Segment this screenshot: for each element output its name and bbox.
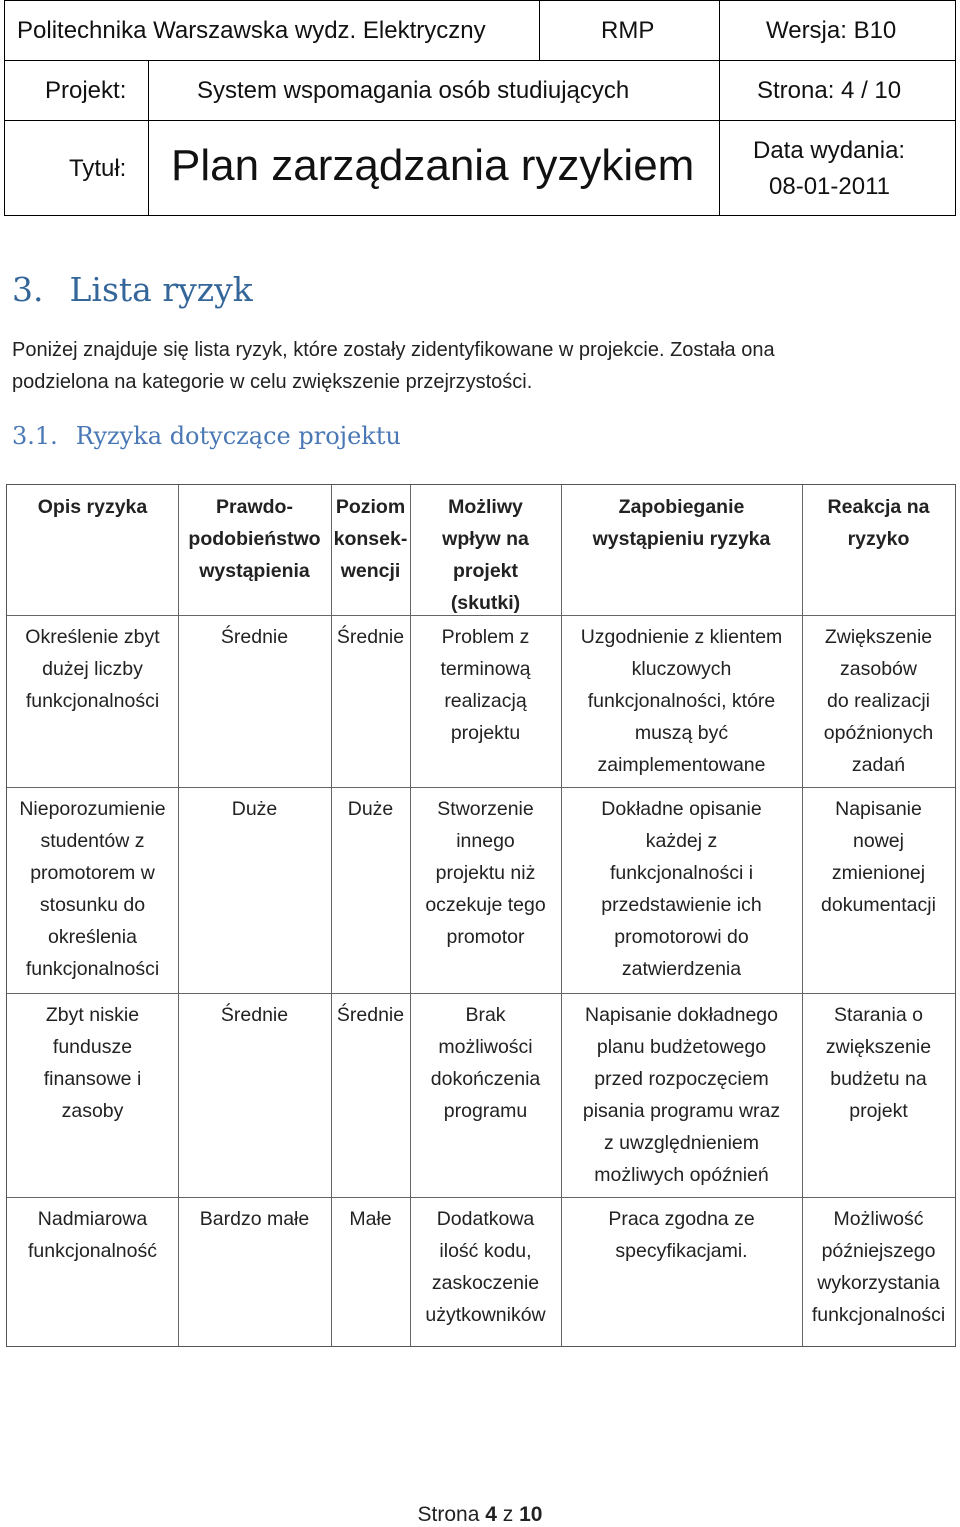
row-divider [7, 993, 955, 994]
cell-line: ryzyko [847, 528, 910, 550]
date-value: 08-01-2011 [769, 173, 890, 200]
cell-line: promotorowi do [614, 926, 749, 948]
cell-line: projektu [450, 722, 521, 744]
cell-line: Napisanie dokładnego [585, 1004, 778, 1026]
header-cell-impact [410, 491, 561, 619]
cell-line: oczekuje tego [425, 894, 546, 916]
cell-line: z uwzględnieniem [603, 1132, 759, 1154]
cell-prevention [561, 793, 802, 985]
cell-line: promotorem w [30, 862, 155, 884]
cell-line: Nadmiarowa [37, 1208, 148, 1230]
cell-line: Prawdo- [216, 496, 293, 518]
document-title: Plan zarządzania ryzykiem [171, 141, 695, 190]
institution-name: Politechnika Warszawska wydz. Elektryczny [17, 17, 486, 44]
cell-line: Starania o [834, 1004, 923, 1026]
intro-line: podzielona na kategorie w celu zwiększenie przejrzystości. [12, 371, 533, 393]
cell-impact [410, 793, 561, 953]
cell-line: możliwych opóźnień [594, 1164, 769, 1186]
cell-probability [178, 793, 331, 825]
cell-line: dokończenia [430, 1068, 541, 1090]
cell-line: Małe [349, 1208, 392, 1230]
divider [719, 121, 720, 215]
cell-line: studentów z [40, 830, 145, 852]
cell-line: Możliwy [448, 496, 523, 518]
cell-line: projekt [849, 1100, 908, 1122]
cell-line: nowej [853, 830, 904, 852]
subsection-title: Ryzyka dotyczące projektu [75, 422, 401, 450]
cell-line: Napisanie [835, 798, 922, 820]
cell-line: wystąpieniu ryzyka [592, 528, 771, 550]
cell-probability [178, 1203, 331, 1235]
cell-description [7, 793, 178, 985]
cell-line: dokumentacji [821, 894, 936, 916]
cell-line: Możliwość [833, 1208, 924, 1230]
cell-prevention [561, 1203, 802, 1267]
title-label: Tytuł: [69, 155, 127, 182]
header-cell-probability [178, 491, 331, 587]
cell-line: Praca zgodna ze [608, 1208, 755, 1230]
cell-line: konsek- [333, 528, 408, 550]
cell-line: planu budżetowego [596, 1036, 767, 1058]
version: Wersja: B10 [766, 17, 897, 44]
cell-line: zasobów [840, 658, 917, 680]
cell-line: Opis ryzyka [37, 496, 148, 518]
cell-line: zasoby [61, 1100, 124, 1122]
divider [539, 1, 540, 61]
cell-line: Stworzenie [437, 798, 534, 820]
section-title: Lista ryzyk [69, 270, 253, 309]
cell-line: wencji [340, 560, 401, 582]
divider [148, 61, 149, 121]
cell-reaction [802, 793, 955, 921]
subsection-heading [12, 422, 401, 450]
cell-description [7, 1203, 178, 1267]
cell-line: zatwierdzenia [621, 958, 742, 980]
cell-line: projektu niż [435, 862, 536, 884]
cell-line: każdej z [645, 830, 718, 852]
cell-line: funkcjonalności i [609, 862, 754, 884]
cell-prevention [561, 621, 802, 781]
cell-probability [178, 621, 331, 653]
cell-line: ilość kodu, [439, 1240, 532, 1262]
section-heading [12, 270, 253, 309]
cell-line: Reakcja na [827, 496, 930, 518]
cell-prevention [561, 999, 802, 1191]
cell-line: Dokładne opisanie [601, 798, 762, 820]
cell-line: (skutki) [450, 592, 521, 614]
cell-line: określenia [48, 926, 137, 948]
cell-line: realizacją [444, 690, 527, 712]
cell-line: funkcjonalność [28, 1240, 157, 1262]
header-cell-description [7, 491, 178, 523]
row-divider [7, 1197, 955, 1198]
risk-table [6, 484, 956, 1347]
footer-separator: z [502, 1503, 514, 1526]
cell-line: terminową [440, 658, 531, 680]
cell-line: przed rozpoczęciem [594, 1068, 769, 1090]
cell-line: przedstawienie ich [601, 894, 762, 916]
project-name: System wspomagania osób studiujących [197, 77, 630, 104]
document-header [4, 0, 956, 216]
cell-line: zadań [851, 754, 906, 776]
header-row-2 [5, 61, 955, 121]
cell-line: zaskoczenie [431, 1272, 540, 1294]
cell-impact [410, 999, 561, 1127]
cell-line: późniejszego [821, 1240, 936, 1262]
cell-impact [410, 621, 561, 749]
doc-code: RMP [601, 17, 655, 44]
cell-line: wpływ na [442, 528, 529, 550]
cell-line: Średnie [336, 626, 405, 648]
cell-line: funkcjonalności, które [587, 690, 776, 712]
cell-line: Problem z [441, 626, 530, 648]
cell-consequence [331, 621, 410, 653]
cell-probability [178, 999, 331, 1031]
page-footer [0, 1503, 960, 1527]
intro-line: Poniżej znajduje się lista ryzyk, które zostały zidentyfikowane w projekcie. Została ona [12, 339, 775, 361]
divider [719, 61, 720, 121]
footer-total-pages: 10 [519, 1503, 543, 1526]
footer-current-page: 4 [485, 1503, 497, 1526]
cell-line: fundusze [52, 1036, 133, 1058]
cell-line: Dodatkowa [436, 1208, 535, 1230]
cell-line: projekt [452, 560, 518, 582]
header-row-1 [5, 1, 955, 61]
cell-line: Określenie zbyt [25, 626, 160, 648]
cell-reaction [802, 621, 955, 781]
cell-line: wykorzystania [817, 1272, 940, 1294]
cell-line: Nieporozumienie [19, 798, 166, 820]
cell-line: Zwiększenie [824, 626, 933, 648]
cell-description [7, 621, 178, 717]
cell-line: funkcjonalności [25, 958, 160, 980]
cell-consequence [331, 999, 410, 1031]
cell-reaction [802, 999, 955, 1127]
cell-line: kluczowych [631, 658, 732, 680]
header-cell-consequence [331, 491, 410, 587]
subsection-number: 3.1. [12, 422, 58, 450]
cell-line: budżetu na [830, 1068, 927, 1090]
cell-line: Średnie [220, 626, 289, 648]
cell-line: Brak [465, 1004, 506, 1026]
section-intro [12, 334, 912, 398]
cell-line: Duże [347, 798, 394, 820]
cell-line: Średnie [220, 1004, 289, 1026]
cell-line: użytkowników [425, 1304, 546, 1326]
date-label: Data wydania: [753, 137, 906, 164]
cell-line: promotor [446, 926, 525, 948]
cell-consequence [331, 1203, 410, 1235]
cell-line: pisania programu wraz [582, 1100, 781, 1122]
cell-line: Poziom [335, 496, 406, 518]
divider [148, 121, 149, 215]
cell-line: zaimplementowane [597, 754, 766, 776]
cell-line: Zbyt niskie [45, 1004, 140, 1026]
cell-consequence [331, 793, 410, 825]
page-info: Strona: 4 / 10 [757, 77, 902, 104]
cell-line: innego [456, 830, 515, 852]
cell-line: stosunku do [39, 894, 146, 916]
footer-prefix: Strona [417, 1503, 480, 1526]
cell-line: zmienionej [831, 862, 926, 884]
cell-line: zwiększenie [825, 1036, 932, 1058]
cell-impact [410, 1203, 561, 1331]
cell-line: finansowe i [43, 1068, 142, 1090]
cell-line: muszą być [634, 722, 729, 744]
cell-line: Zapobieganie [618, 496, 745, 518]
cell-line: dużej liczby [42, 658, 143, 680]
cell-line: opóźnionych [823, 722, 934, 744]
cell-line: Uzgodnienie z klientem [580, 626, 783, 648]
cell-line: podobieństwo [188, 528, 321, 550]
divider [719, 1, 720, 61]
cell-line: Duże [231, 798, 278, 820]
cell-line: wystąpienia [199, 560, 310, 582]
cell-reaction [802, 1203, 955, 1331]
cell-line: możliwości [438, 1036, 533, 1058]
cell-line: funkcjonalności [25, 690, 160, 712]
cell-description [7, 999, 178, 1127]
cell-line: Średnie [336, 1004, 405, 1026]
project-label: Projekt: [45, 77, 127, 104]
section-number: 3. [12, 270, 44, 309]
cell-line: Bardzo małe [199, 1208, 310, 1230]
cell-line: do realizacji [827, 690, 930, 712]
cell-line: funkcjonalności [811, 1304, 946, 1326]
header-cell-reaction [802, 491, 955, 555]
cell-line: programu [443, 1100, 528, 1122]
row-divider [7, 787, 955, 788]
header-cell-prevention [561, 491, 802, 555]
cell-line: specyfikacjami. [615, 1240, 748, 1262]
header-row-3 [5, 121, 955, 215]
